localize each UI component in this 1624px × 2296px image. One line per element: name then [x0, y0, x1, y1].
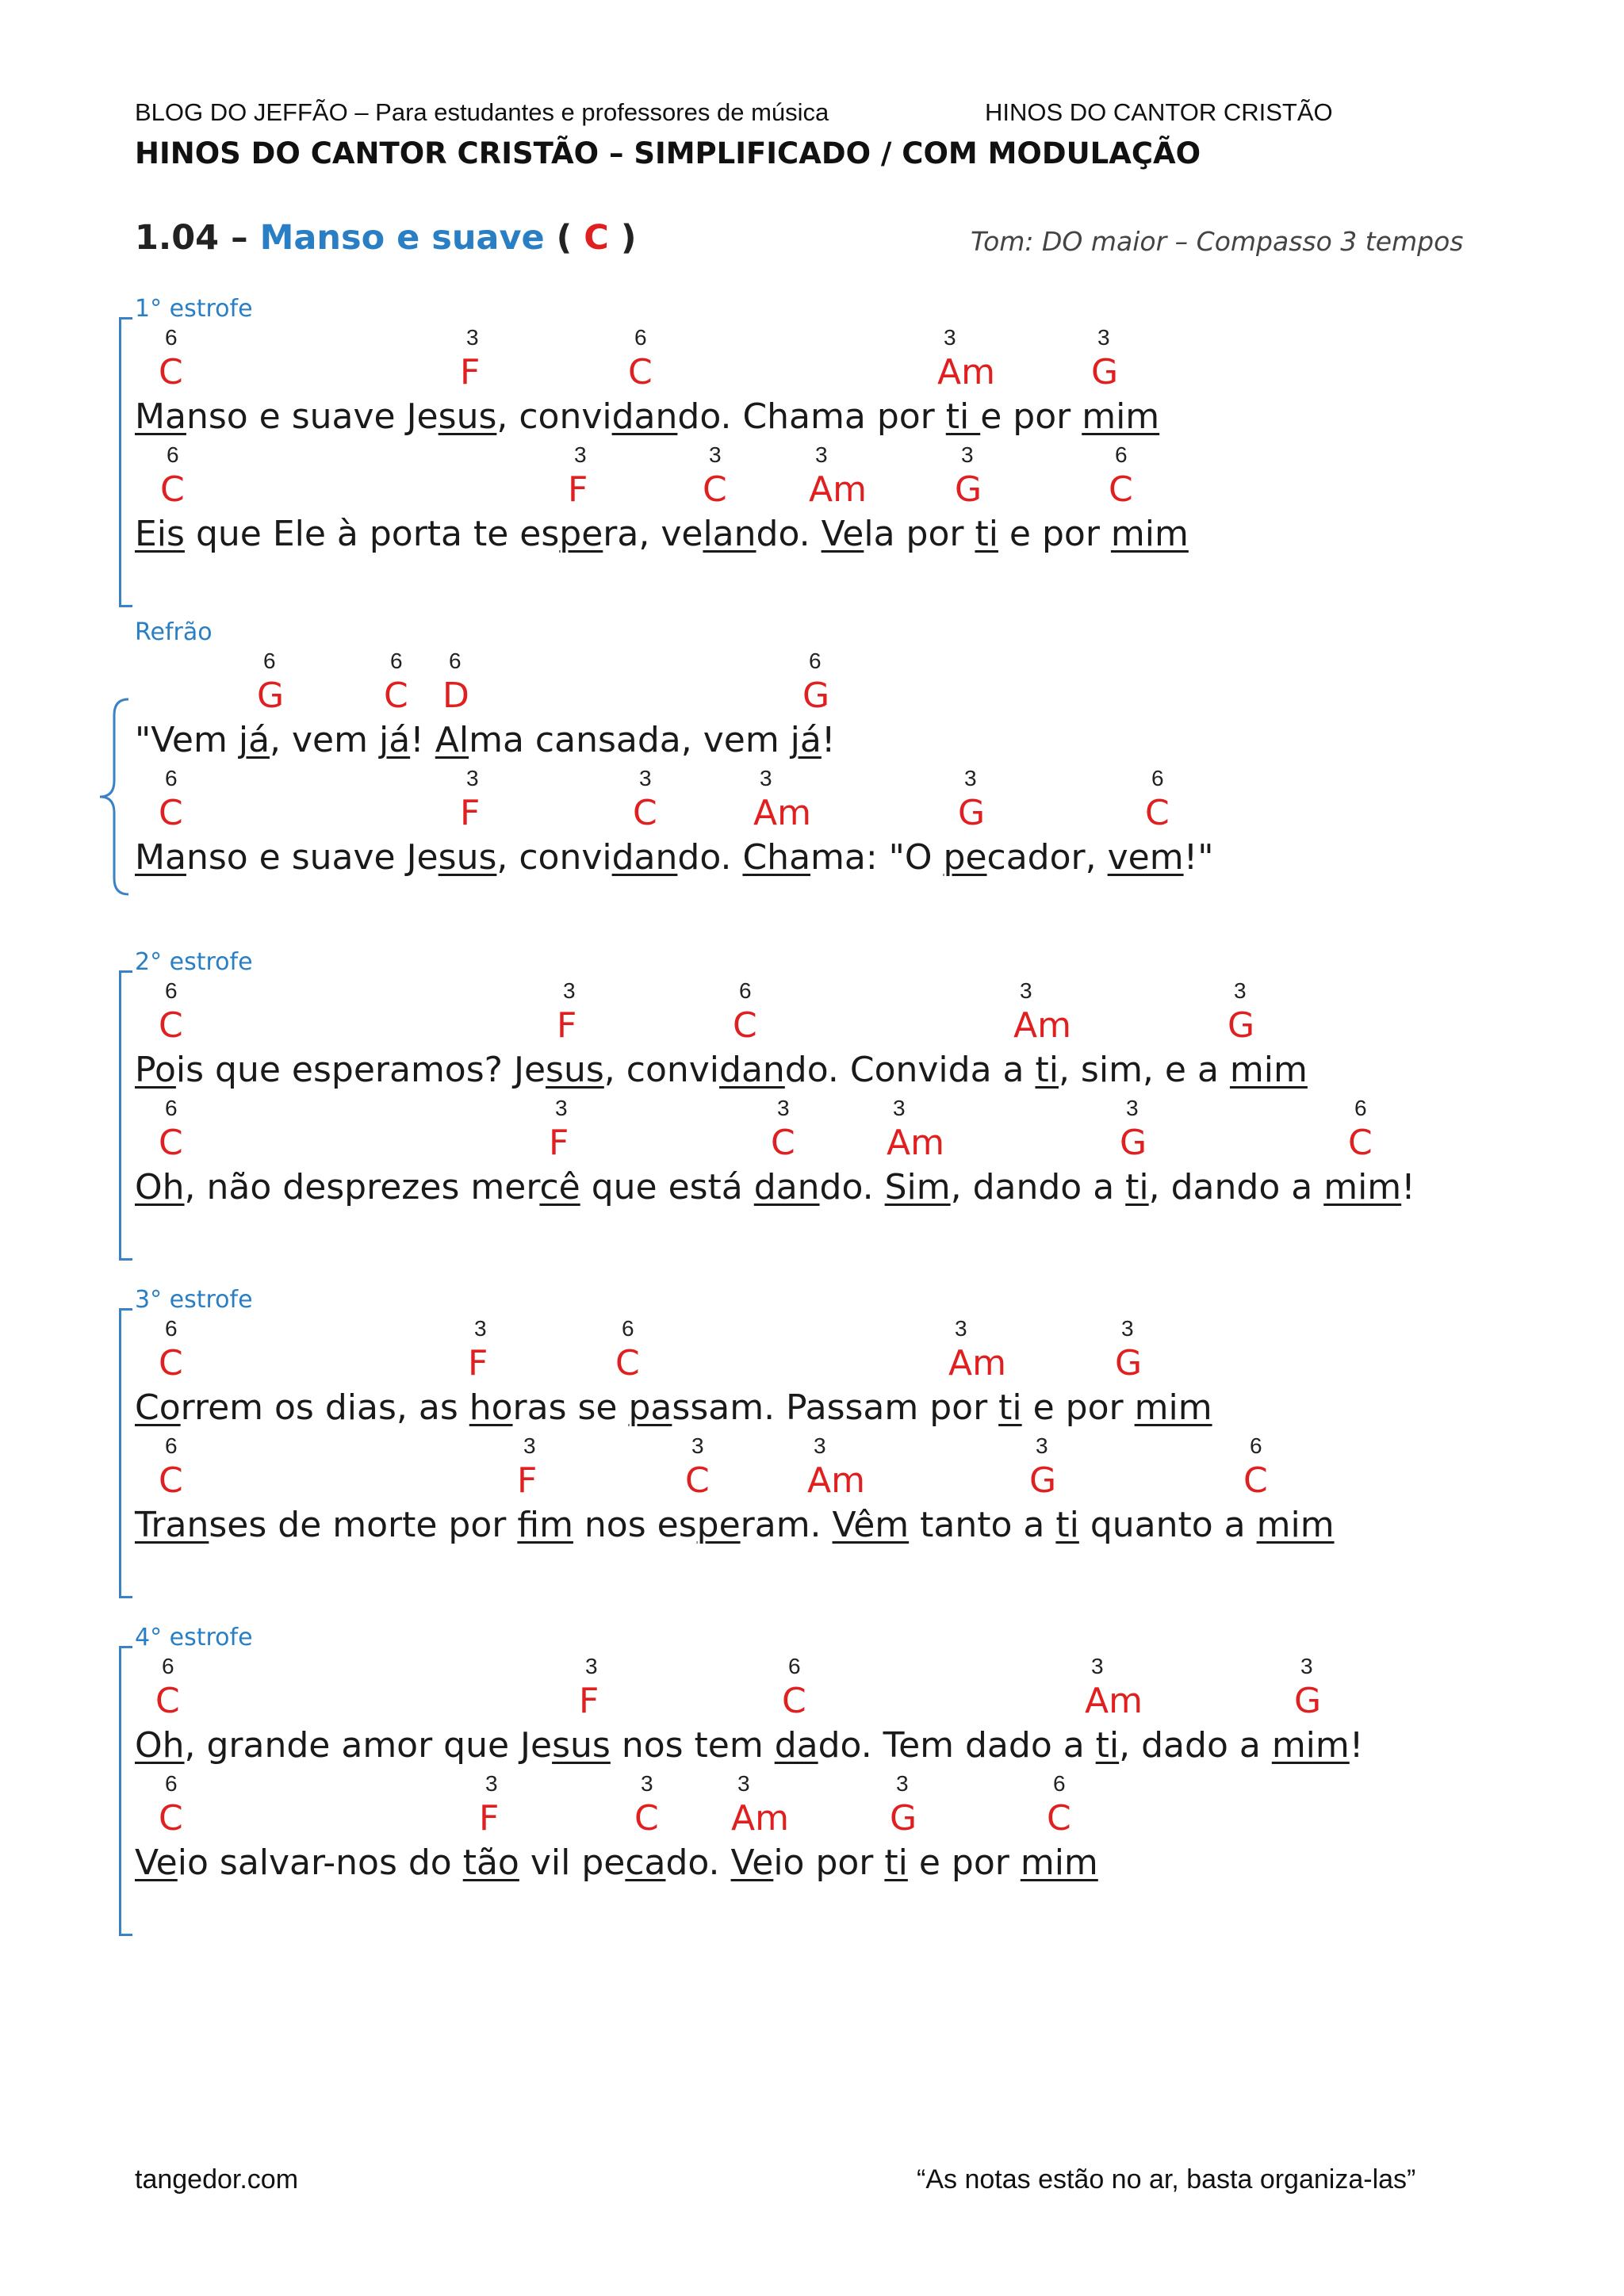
lyric-text: nos tem — [610, 1725, 775, 1766]
stressed-syllable: Cha — [742, 837, 811, 878]
beat-mark: 3 — [474, 1316, 487, 1341]
chord-symbol: C — [1348, 1123, 1373, 1163]
beat-mark: 3 — [1300, 1654, 1313, 1678]
lyric-text: ras se — [512, 1387, 629, 1428]
lyric-line — [135, 837, 1213, 878]
chord-symbol: F — [517, 1460, 538, 1501]
chord-symbol: C — [159, 352, 183, 392]
beat-mark: 3 — [574, 442, 587, 467]
lyric-text: cador, — [986, 837, 1108, 878]
section-2 — [119, 948, 1546, 1281]
section-3 — [119, 1286, 1546, 1619]
stressed-syllable: Ve — [135, 1843, 178, 1883]
lyric-text: do. Tem dado a — [818, 1725, 1096, 1766]
beat-mark: 6 — [165, 978, 178, 1003]
lyric-text: do. — [819, 1167, 885, 1207]
stressed-syllable: sus — [546, 1050, 604, 1090]
beat-mark: 6 — [1151, 766, 1164, 790]
beat-mark: 3 — [563, 978, 576, 1003]
lyric-text: rrem os dias, as — [180, 1387, 469, 1428]
beat-mark: 6 — [165, 1771, 178, 1796]
verse-line — [119, 1771, 1546, 1888]
stressed-syllable: vem — [1107, 837, 1184, 878]
verse-line — [119, 1433, 1546, 1551]
stressed-syllable: sus — [438, 837, 497, 878]
song-key-and-meter: Tom: DO maior – Compasso 3 tempos — [971, 226, 1464, 257]
beat-mark: 6 — [263, 649, 276, 673]
lyric-text: , convi — [603, 1050, 720, 1090]
header-collection: HINOS DO CANTOR CRISTÃO — [985, 98, 1333, 126]
beat-mark: 6 — [1115, 442, 1128, 467]
stressed-syllable: dan — [611, 837, 678, 878]
stressed-syllable: Eis — [135, 514, 185, 554]
chord-symbol: G — [1029, 1460, 1057, 1501]
chord-symbol: C — [615, 1343, 640, 1383]
page-title: HINOS DO CANTOR CRISTÃO – SIMPLIFICADO / COM MODULAÇÃO — [135, 136, 1201, 170]
lyric-text: tanto a — [909, 1505, 1056, 1545]
verse-line — [119, 1316, 1546, 1433]
verse-line — [119, 978, 1546, 1096]
lyric-line — [135, 1725, 1363, 1766]
stressed-syllable: ti — [1035, 1050, 1059, 1090]
lyric-text: nos es — [573, 1505, 697, 1545]
chord-symbol: C — [1109, 469, 1133, 510]
stressed-syllable: dan — [611, 396, 678, 437]
stressed-syllable: Sim — [884, 1167, 951, 1207]
stressed-syllable: pe — [943, 837, 987, 878]
chord-symbol: F — [568, 469, 588, 510]
beat-mark: 6 — [809, 649, 822, 673]
beat-mark: 6 — [449, 649, 462, 673]
beat-mark: 6 — [390, 649, 403, 673]
lyric-text: ssam. Passam por — [672, 1387, 999, 1428]
stressed-syllable: sus — [552, 1725, 611, 1766]
chord-symbol: C — [159, 1798, 183, 1839]
beat-mark: 3 — [955, 1316, 967, 1341]
chord-symbol: Am — [731, 1798, 789, 1839]
lyric-text: do. Convida a — [784, 1050, 1036, 1090]
lyric-text: , dando a — [1148, 1167, 1324, 1207]
section-4 — [119, 1624, 1546, 1957]
beat-mark: 3 — [639, 766, 652, 790]
beat-mark: 3 — [585, 1654, 598, 1678]
chord-symbol: F — [468, 1343, 488, 1383]
lyric-text: ! — [821, 720, 836, 760]
beat-mark: 3 — [814, 1433, 826, 1458]
chord-symbol: C — [633, 793, 657, 833]
stressed-syllable: dan — [719, 1050, 785, 1090]
stressed-syllable: lan — [703, 514, 756, 554]
lyric-text: io salvar-nos do — [177, 1843, 463, 1883]
lyric-line — [135, 1167, 1415, 1207]
stressed-syllable: mim — [1323, 1167, 1402, 1207]
chord-symbol: C — [1145, 793, 1170, 833]
stressed-syllable: mim — [1020, 1843, 1098, 1883]
beat-mark: 6 — [165, 1096, 178, 1120]
chord-symbol: G — [1228, 1005, 1255, 1046]
stressed-syllable: ho — [469, 1387, 513, 1428]
stressed-syllable: dan — [753, 1167, 820, 1207]
lyric-text: que Ele à porta te es — [184, 514, 560, 554]
beat-mark: 6 — [634, 325, 647, 350]
song-name: Manso e suave — [259, 218, 545, 258]
stressed-syllable: Oh — [135, 1725, 185, 1766]
beat-mark: 3 — [961, 442, 974, 467]
lyric-text: la por — [864, 514, 975, 554]
stressed-syllable: pe — [696, 1505, 741, 1545]
lyric-line — [135, 1387, 1212, 1428]
beat-mark: 3 — [555, 1096, 568, 1120]
beat-mark: 3 — [641, 1771, 653, 1796]
stressed-syllable: mim — [1110, 514, 1189, 554]
lyric-text: ra, ve — [603, 514, 703, 554]
chord-symbol: C — [1047, 1798, 1071, 1839]
chord-symbol: C — [159, 793, 183, 833]
chord-symbol: C — [160, 469, 185, 510]
stressed-syllable: fim — [517, 1505, 573, 1545]
beat-mark: 3 — [466, 325, 479, 350]
chord-symbol: F — [557, 1005, 577, 1046]
lyric-text: is que esperamos? Je — [175, 1050, 546, 1090]
chord-symbol: C — [1243, 1460, 1268, 1501]
stressed-syllable: já — [378, 720, 411, 760]
chord-symbol: G — [958, 793, 986, 833]
section-label: 2° estrofe — [135, 948, 253, 976]
lyric-text: ! — [410, 720, 435, 760]
stressed-syllable: Tran — [135, 1505, 209, 1545]
beat-mark: 6 — [1250, 1433, 1262, 1458]
lyric-text: quanto a — [1078, 1505, 1257, 1545]
chord-symbol: C — [771, 1123, 795, 1163]
chord-symbol: F — [549, 1123, 569, 1163]
chord-symbol: C — [159, 1343, 183, 1383]
lyric-text: e por — [980, 396, 1082, 437]
lyric-text: e por — [998, 514, 1111, 554]
chord-symbol: G — [257, 675, 285, 716]
song-key: C — [584, 218, 609, 258]
chord-symbol: C — [703, 469, 727, 510]
chord-symbol: Am — [1085, 1681, 1143, 1721]
beat-mark: 3 — [777, 1096, 790, 1120]
chord-symbol: G — [1294, 1681, 1322, 1721]
stressed-syllable: pe — [559, 514, 603, 554]
beat-mark: 6 — [739, 978, 752, 1003]
lyric-text: que está — [580, 1167, 754, 1207]
stressed-syllable: mim — [1134, 1387, 1212, 1428]
beat-mark: 3 — [1121, 1316, 1134, 1341]
chord-symbol: G — [890, 1798, 917, 1839]
stressed-syllable: ca — [625, 1843, 666, 1883]
lyric-text: do. Chama por — [677, 396, 946, 437]
beat-mark: 6 — [1053, 1771, 1066, 1796]
beat-mark: 3 — [1126, 1096, 1139, 1120]
stressed-syllable: Ve — [730, 1843, 774, 1883]
chord-symbol: Am — [948, 1343, 1006, 1383]
stressed-syllable: Ma — [135, 396, 186, 437]
lyric-text: , dado a — [1119, 1725, 1272, 1766]
stressed-syllable: Po — [135, 1050, 176, 1090]
lyric-text: ! — [1401, 1167, 1415, 1207]
beat-mark: 3 — [1234, 978, 1247, 1003]
chord-symbol: C — [159, 1005, 183, 1046]
chord-symbol: C — [159, 1460, 183, 1501]
chord-symbol: Am — [753, 793, 811, 833]
chord-symbol: G — [1091, 352, 1119, 392]
stressed-syllable: ti — [998, 1387, 1022, 1428]
lyric-text: do. — [665, 1843, 731, 1883]
chord-symbol: Am — [809, 469, 867, 510]
beat-mark: 3 — [896, 1771, 909, 1796]
beat-mark: 3 — [944, 325, 956, 350]
stressed-syllable: Oh — [135, 1167, 185, 1207]
beat-mark: 6 — [165, 1433, 178, 1458]
lyric-line — [135, 1050, 1308, 1090]
section-label: Refrão — [135, 618, 213, 646]
lyric-text: e por — [1021, 1387, 1135, 1428]
stressed-syllable: pa — [628, 1387, 672, 1428]
lyric-line — [135, 1843, 1098, 1883]
chord-symbol: C — [782, 1681, 806, 1721]
lyric-line — [135, 720, 836, 760]
beat-mark: 3 — [691, 1433, 704, 1458]
song-title — [135, 218, 636, 258]
header-blog-name: BLOG DO JEFFÃO – Para estudantes e professores de música — [135, 98, 829, 126]
stressed-syllable: cê — [539, 1167, 580, 1207]
chord-symbol: C — [384, 675, 408, 716]
stressed-syllable: Co — [135, 1387, 181, 1428]
beat-mark: 3 — [760, 766, 772, 790]
beat-mark: 3 — [1091, 1654, 1104, 1678]
beat-mark: 6 — [1354, 1096, 1367, 1120]
stressed-syllable: Ve — [821, 514, 864, 554]
lyric-text: vil pe — [519, 1843, 626, 1883]
chord-symbol: G — [955, 469, 982, 510]
stressed-syllable: mim — [1229, 1050, 1308, 1090]
beat-mark: 6 — [622, 1316, 634, 1341]
beat-mark: 3 — [709, 442, 722, 467]
chord-symbol: F — [479, 1798, 500, 1839]
stressed-syllable: já — [790, 720, 822, 760]
lyric-text: "Vem — [135, 720, 239, 760]
stressed-syllable: ti — [1095, 1725, 1120, 1766]
beat-mark: 3 — [1020, 978, 1032, 1003]
verse-line — [119, 442, 1546, 560]
lyric-text: do. — [756, 514, 822, 554]
key-close: ) — [620, 218, 637, 258]
lyric-text: , convi — [496, 396, 612, 437]
lyric-text: , vem — [270, 720, 379, 760]
lyric-line — [135, 1505, 1335, 1545]
stressed-syllable: mim — [1082, 396, 1160, 437]
beat-mark: 3 — [964, 766, 977, 790]
stressed-syllable: ti — [1125, 1167, 1149, 1207]
lyric-text: !" — [1183, 837, 1214, 878]
chord-symbol: G — [802, 675, 830, 716]
lyric-line — [135, 514, 1189, 554]
beat-mark: 6 — [167, 442, 179, 467]
stressed-syllable: ti — [884, 1843, 908, 1883]
chord-symbol: Am — [807, 1460, 865, 1501]
chord-symbol: C — [155, 1681, 180, 1721]
lyric-text: do. — [677, 837, 743, 878]
chord-symbol: C — [733, 1005, 757, 1046]
key-open: ( — [556, 218, 573, 258]
stressed-syllable: mim — [1271, 1725, 1350, 1766]
beat-mark: 6 — [165, 325, 178, 350]
song-number: 1.04 – — [135, 218, 248, 258]
chord-symbol: F — [579, 1681, 599, 1721]
chord-symbol: F — [460, 352, 481, 392]
beat-mark: 3 — [1097, 325, 1110, 350]
stressed-syllable: mim — [1256, 1505, 1335, 1545]
lyric-text: , sim, e a — [1058, 1050, 1230, 1090]
stressed-syllable: da — [774, 1725, 818, 1766]
chord-symbol: C — [634, 1798, 659, 1839]
lyric-text: ! — [1349, 1725, 1364, 1766]
verse-line — [119, 1654, 1546, 1771]
lyric-text: , não desprezes mer — [184, 1167, 540, 1207]
lyric-text: e por — [907, 1843, 1021, 1883]
lyric-text: ram. — [740, 1505, 833, 1545]
section-0 — [119, 295, 1546, 628]
stressed-syllable: tão — [462, 1843, 519, 1883]
lyric-line — [135, 396, 1159, 437]
lyric-text: io por — [773, 1843, 885, 1883]
stressed-syllable: ti — [945, 396, 981, 437]
stressed-syllable: Al — [435, 720, 469, 760]
chord-symbol: C — [159, 1123, 183, 1163]
footer-site: tangedor.com — [135, 2164, 299, 2195]
beat-mark: 6 — [165, 1316, 178, 1341]
beat-mark: 3 — [1036, 1433, 1048, 1458]
stressed-syllable: Vêm — [832, 1505, 910, 1545]
section-1 — [119, 618, 1546, 951]
verse-line — [119, 766, 1546, 883]
beat-mark: 6 — [788, 1654, 801, 1678]
chord-symbol: D — [442, 675, 469, 716]
beat-mark: 3 — [466, 766, 479, 790]
section-label: 1° estrofe — [135, 295, 253, 323]
lyric-text: ses de morte por — [209, 1505, 518, 1545]
beat-mark: 3 — [523, 1433, 536, 1458]
stressed-syllable: já — [238, 720, 270, 760]
chord-symbol: Am — [1013, 1005, 1071, 1046]
lyric-text: , convi — [496, 837, 612, 878]
stressed-syllable: ti — [975, 514, 998, 554]
lyric-text: nso e suave Je — [186, 396, 439, 437]
verse-line — [119, 649, 1546, 766]
verse-line — [119, 325, 1546, 442]
lyric-text: ma cansada, vem — [469, 720, 791, 760]
chord-symbol: G — [1120, 1123, 1147, 1163]
beat-mark: 6 — [165, 766, 178, 790]
lyric-text: , dando a — [950, 1167, 1126, 1207]
beat-mark: 3 — [893, 1096, 906, 1120]
stressed-syllable: sus — [438, 396, 497, 437]
verse-line — [119, 1096, 1546, 1213]
chord-symbol: C — [685, 1460, 710, 1501]
lyric-text: ma: "O — [810, 837, 944, 878]
section-label: 3° estrofe — [135, 1286, 253, 1314]
chord-symbol: Am — [887, 1123, 944, 1163]
beat-mark: 3 — [485, 1771, 498, 1796]
beat-mark: 3 — [737, 1771, 750, 1796]
chord-symbol: C — [628, 352, 653, 392]
chord-symbol: F — [460, 793, 481, 833]
lyric-text: nso e suave Je — [186, 837, 439, 878]
chord-symbol: G — [1115, 1343, 1143, 1383]
beat-mark: 6 — [162, 1654, 174, 1678]
stressed-syllable: Ma — [135, 837, 186, 878]
beat-mark: 3 — [815, 442, 828, 467]
stressed-syllable: ti — [1055, 1505, 1079, 1545]
section-label: 4° estrofe — [135, 1624, 253, 1651]
footer-quote: “As notas estão no ar, basta organiza-las” — [917, 2164, 1416, 2195]
chord-symbol: Am — [937, 352, 995, 392]
lyric-text: , grande amor que Je — [184, 1725, 553, 1766]
